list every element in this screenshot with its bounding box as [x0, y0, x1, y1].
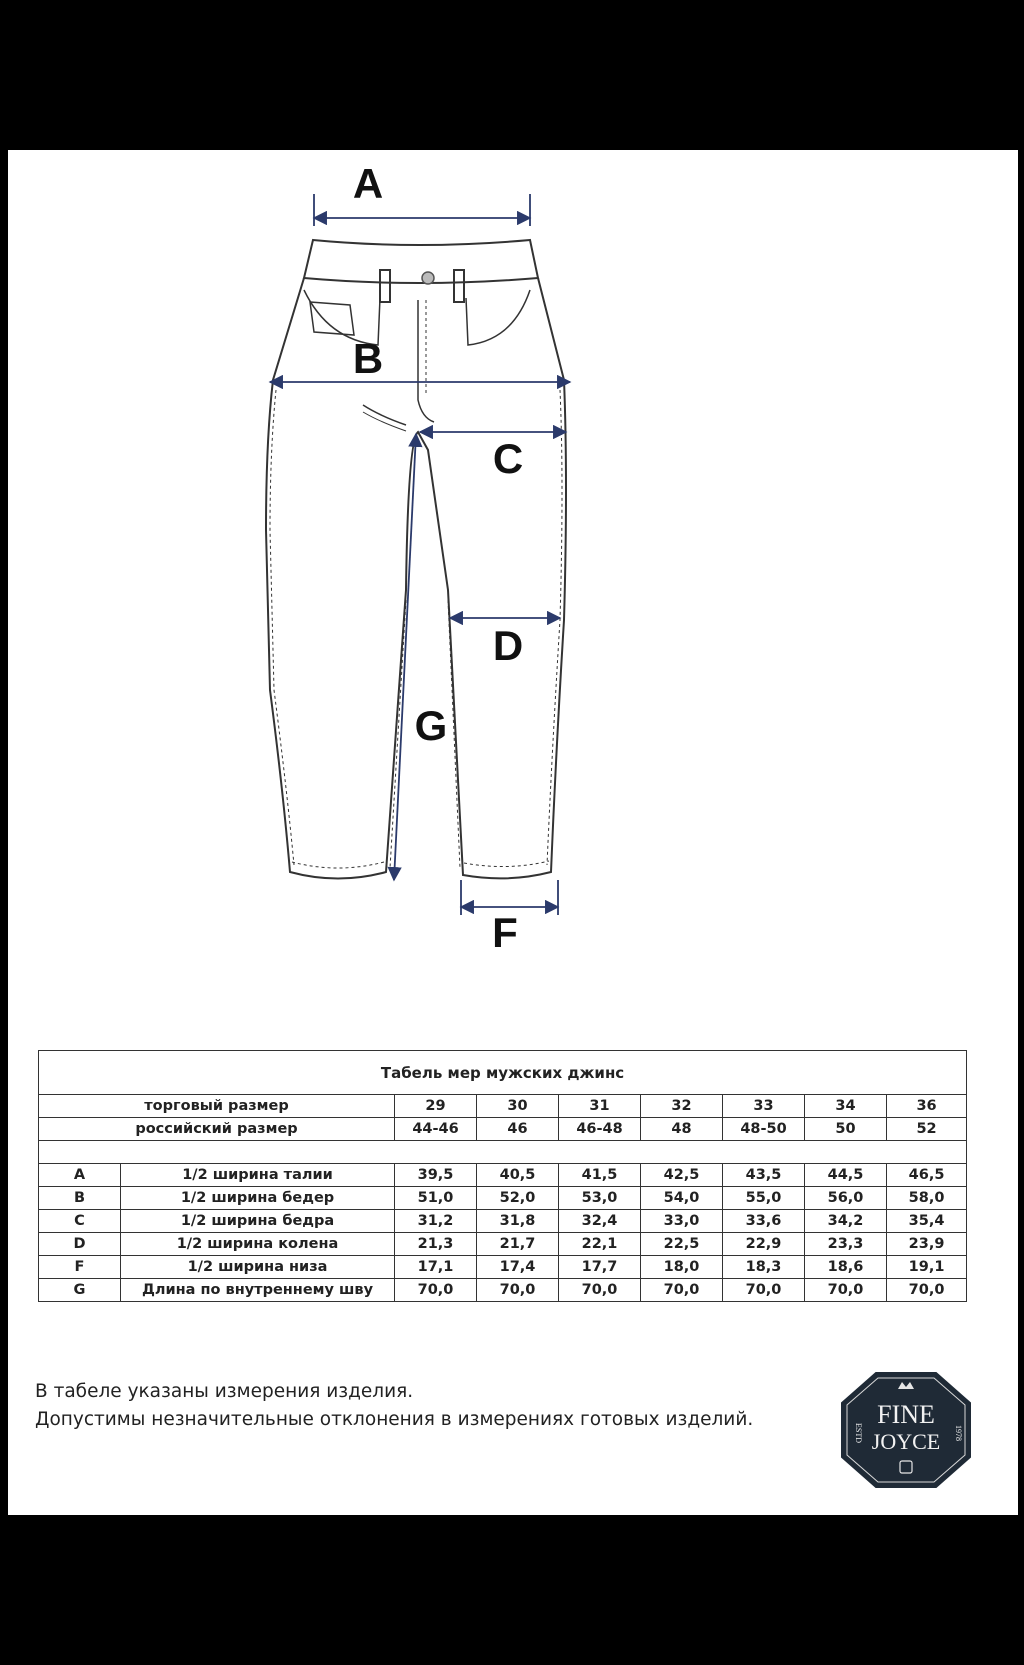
measurement-table [38, 1050, 967, 1302]
trade-size-cell: 32 [641, 1095, 723, 1118]
row-value: 17,1 [395, 1256, 477, 1279]
russian-size-cell: 52 [887, 1118, 967, 1141]
russian-size-cell: 46-48 [559, 1118, 641, 1141]
jeans-diagram [8, 150, 1018, 1050]
russian-size-cell: 44-46 [395, 1118, 477, 1141]
row-code: G [39, 1279, 121, 1302]
row-name: 1/2 ширина талии [121, 1164, 395, 1187]
row-name: 1/2 ширина бедра [121, 1210, 395, 1233]
note-line-1: В табеле указаны измерения изделия. [35, 1381, 414, 1402]
row-value: 31,2 [395, 1210, 477, 1233]
measurement-row [39, 1187, 967, 1210]
row-value: 21,7 [477, 1233, 559, 1256]
row-code: A [39, 1164, 121, 1187]
row-code: D [39, 1233, 121, 1256]
row-value: 18,0 [641, 1256, 723, 1279]
russian-size-label: российский размер [39, 1118, 395, 1141]
size-chart-sheet [8, 150, 1018, 1515]
row-value: 35,4 [887, 1210, 967, 1233]
measurement-row [39, 1210, 967, 1233]
label-D: D [492, 622, 524, 669]
row-value: 42,5 [641, 1164, 723, 1187]
trade-size-row [39, 1095, 967, 1118]
label-B: B [352, 335, 384, 382]
row-name: 1/2 ширина бедер [121, 1187, 395, 1210]
jeans-outline [266, 240, 566, 879]
label-C: C [492, 435, 524, 482]
row-value: 19,1 [887, 1256, 967, 1279]
row-value: 70,0 [395, 1279, 477, 1302]
trade-size-cell: 34 [805, 1095, 887, 1118]
row-value: 33,6 [723, 1210, 805, 1233]
row-value: 22,5 [641, 1233, 723, 1256]
logo-estd: ESTD [854, 1423, 863, 1443]
arrow-G [394, 434, 416, 880]
row-value: 21,3 [395, 1233, 477, 1256]
row-value: 17,4 [477, 1256, 559, 1279]
row-value: 70,0 [805, 1279, 887, 1302]
row-value: 51,0 [395, 1187, 477, 1210]
row-value: 23,3 [805, 1233, 887, 1256]
label-A: A [352, 160, 384, 207]
row-value: 40,5 [477, 1164, 559, 1187]
row-value: 55,0 [723, 1187, 805, 1210]
trade-size-cell: 33 [723, 1095, 805, 1118]
row-value: 22,9 [723, 1233, 805, 1256]
trade-size-cell: 30 [477, 1095, 559, 1118]
row-value: 41,5 [559, 1164, 641, 1187]
row-value: 54,0 [641, 1187, 723, 1210]
row-value: 43,5 [723, 1164, 805, 1187]
row-value: 18,3 [723, 1256, 805, 1279]
measurement-row [39, 1279, 967, 1302]
note-line-2: Допустимы незначительные отклонения в измерениях готовых изделий. [35, 1409, 754, 1430]
row-code: C [39, 1210, 121, 1233]
row-value: 44,5 [805, 1164, 887, 1187]
measurement-row [39, 1164, 967, 1187]
label-G: G [414, 702, 448, 749]
row-value: 58,0 [887, 1187, 967, 1210]
row-value: 56,0 [805, 1187, 887, 1210]
row-name: 1/2 ширина колена [121, 1233, 395, 1256]
russian-size-cell: 50 [805, 1118, 887, 1141]
row-code: B [39, 1187, 121, 1210]
row-value: 31,8 [477, 1210, 559, 1233]
trade-size-cell: 31 [559, 1095, 641, 1118]
spacer-row [39, 1141, 967, 1164]
row-name: Длина по внутреннему шву [121, 1279, 395, 1302]
row-value: 52,0 [477, 1187, 559, 1210]
row-value: 17,7 [559, 1256, 641, 1279]
trade-size-label: торговый размер [39, 1095, 395, 1118]
russian-size-cell: 48 [641, 1118, 723, 1141]
row-name: 1/2 ширина низа [121, 1256, 395, 1279]
row-code: F [39, 1256, 121, 1279]
logo-line2: JOYCE [871, 1429, 941, 1454]
russian-size-cell: 46 [477, 1118, 559, 1141]
row-value: 70,0 [887, 1279, 967, 1302]
row-value: 33,0 [641, 1210, 723, 1233]
measurement-row [39, 1233, 967, 1256]
row-value: 46,5 [887, 1164, 967, 1187]
row-value: 70,0 [723, 1279, 805, 1302]
notes [35, 1378, 753, 1434]
logo-year: 1978 [954, 1425, 963, 1441]
row-value: 22,1 [559, 1233, 641, 1256]
row-value: 70,0 [477, 1279, 559, 1302]
row-value: 53,0 [559, 1187, 641, 1210]
row-value: 70,0 [559, 1279, 641, 1302]
logo-line1: FINE [877, 1400, 935, 1429]
row-value: 70,0 [641, 1279, 723, 1302]
table-title: Табель мер мужских джинс [39, 1051, 967, 1095]
row-value: 34,2 [805, 1210, 887, 1233]
row-value: 32,4 [559, 1210, 641, 1233]
label-F: F [492, 909, 518, 956]
trade-size-cell: 29 [395, 1095, 477, 1118]
russian-size-cell: 48-50 [723, 1118, 805, 1141]
row-value: 18,6 [805, 1256, 887, 1279]
trade-size-cell: 36 [887, 1095, 967, 1118]
table-body [39, 1051, 967, 1302]
measurement-row [39, 1256, 967, 1279]
measurement-table-wrap [38, 1050, 966, 1302]
row-value: 23,9 [887, 1233, 967, 1256]
row-value: 39,5 [395, 1164, 477, 1187]
fine-joyce-logo [836, 1365, 976, 1495]
russian-size-row [39, 1118, 967, 1141]
